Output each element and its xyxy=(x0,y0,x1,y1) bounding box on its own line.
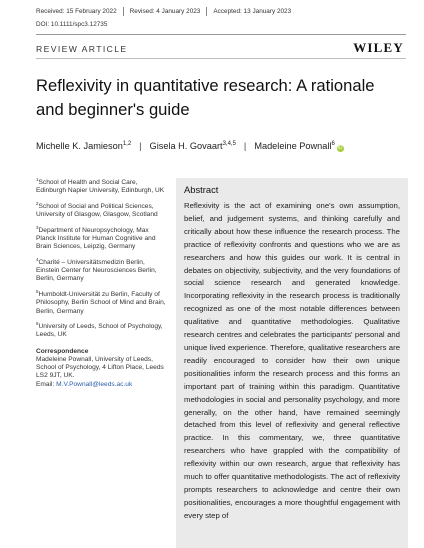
doi-link[interactable]: DOI: 10.1111/spc3.12735 xyxy=(36,21,108,28)
author-name[interactable]: Michelle K. Jamieson$^{1,2}$ xyxy=(36,141,132,152)
header-divider xyxy=(36,34,406,35)
author-separator: | xyxy=(139,141,142,152)
affiliation-item: $^4$Charité – Universitätsmedizin Berlin, Einstein Center for Neurosciences Berlin, Berlin, Germany xyxy=(36,256,157,283)
date-divider xyxy=(206,7,207,16)
abstract-box xyxy=(176,178,408,548)
email-label: Email: xyxy=(36,380,55,388)
abstract-text: Reflexivity is the act of examining one's own assumption, belief, and judgement systems, and thinking carefully and critically about how these influence the research process. The practice of reflexivity confronts and questions who we are as researchers and how this guides our work. It is central in debates on objectivity, subjectivity, and the very foundations of social science research and generated knowledge. Incorporating reflexivity in the research process is traditionally recognized as one of the most notable differences between qualitative and quantitative methodologies. Qualitative research centres and celebrates the participants' personal and unique lived experience. Therefore, qualitative researchers are readily encouraged to consider how their own unique positionalities inform the research process and this forms an important part of training within this paradigm. Quantitative methodologies in social and personality psychology, and more generally, on the other hand, have remained seemingly detached from this level of reflexivity and general reflective practice. In this commentary, we, three quantitative researchers who have grappled with the compatibility of reflexivity within our own research, argue that reflexivity has much to offer quantitative methodologists. The act of reflexivity prompts researchers to acknowledge and centre their own positionalities, encourages a more thoughtful engagement with every step of xyxy=(184,201,400,520)
article-type-divider xyxy=(36,58,406,59)
correspondence-address: Madeleine Pownall, University of Leeds, School of Psychology, 4 Lifton Place, Leeds LS2 9JT, UK. xyxy=(36,355,164,380)
affiliation-item: $^6$University of Leeds, School of Psychology, Leeds, UK xyxy=(36,320,163,339)
article-type-label: REVIEW ARTICLE xyxy=(36,44,128,54)
affiliation-item: $^1$School of Health and Social Care, Edinburgh Napier University, Edinburgh, UK xyxy=(36,177,165,195)
author-name[interactable]: Gisela H. Govaart$^{3,4,5}$ xyxy=(149,141,236,152)
affiliation-item: $^5$Humboldt-Universität zu Berlin, Faculty of Philosophy, Berlin School of Mind and Brain, Berlin, Germany xyxy=(36,288,166,315)
publication-dates xyxy=(36,6,396,17)
orcid-icon[interactable]: iD xyxy=(337,145,343,152)
received-date: Received: 15 February 2022 xyxy=(36,8,117,15)
correspondence-heading: Correspondence xyxy=(36,347,89,355)
affiliations xyxy=(36,176,166,389)
publisher-logo[interactable]: WILEY xyxy=(353,40,404,55)
affiliation-item: $^3$Department of Neuropsychology, Max Planck Institute for Human Cognitive and Brain Sciences, Leipzig, Germany xyxy=(36,224,156,251)
author-name[interactable]: Madeleine Pownall$^6$ xyxy=(254,141,335,152)
accepted-date: Accepted: 13 January 2023 xyxy=(213,8,292,15)
author-separator: | xyxy=(243,141,247,152)
revised-date: Revised: 4 January 2023 xyxy=(129,8,201,15)
correspondence-email[interactable]: M.V.Pownall@leeds.ac.uk xyxy=(56,380,133,388)
affiliation-item: $^2$School of Social and Political Sciences, University of Glasgow, Glasgow, Scotland xyxy=(36,200,158,219)
date-divider xyxy=(123,7,124,16)
article-title: Reflexivity in quantitative research: A rationale and beginner's guide xyxy=(36,76,375,119)
author-list xyxy=(36,141,344,152)
abstract-heading: Abstract xyxy=(184,184,219,195)
correspondence-email-line xyxy=(36,381,166,389)
